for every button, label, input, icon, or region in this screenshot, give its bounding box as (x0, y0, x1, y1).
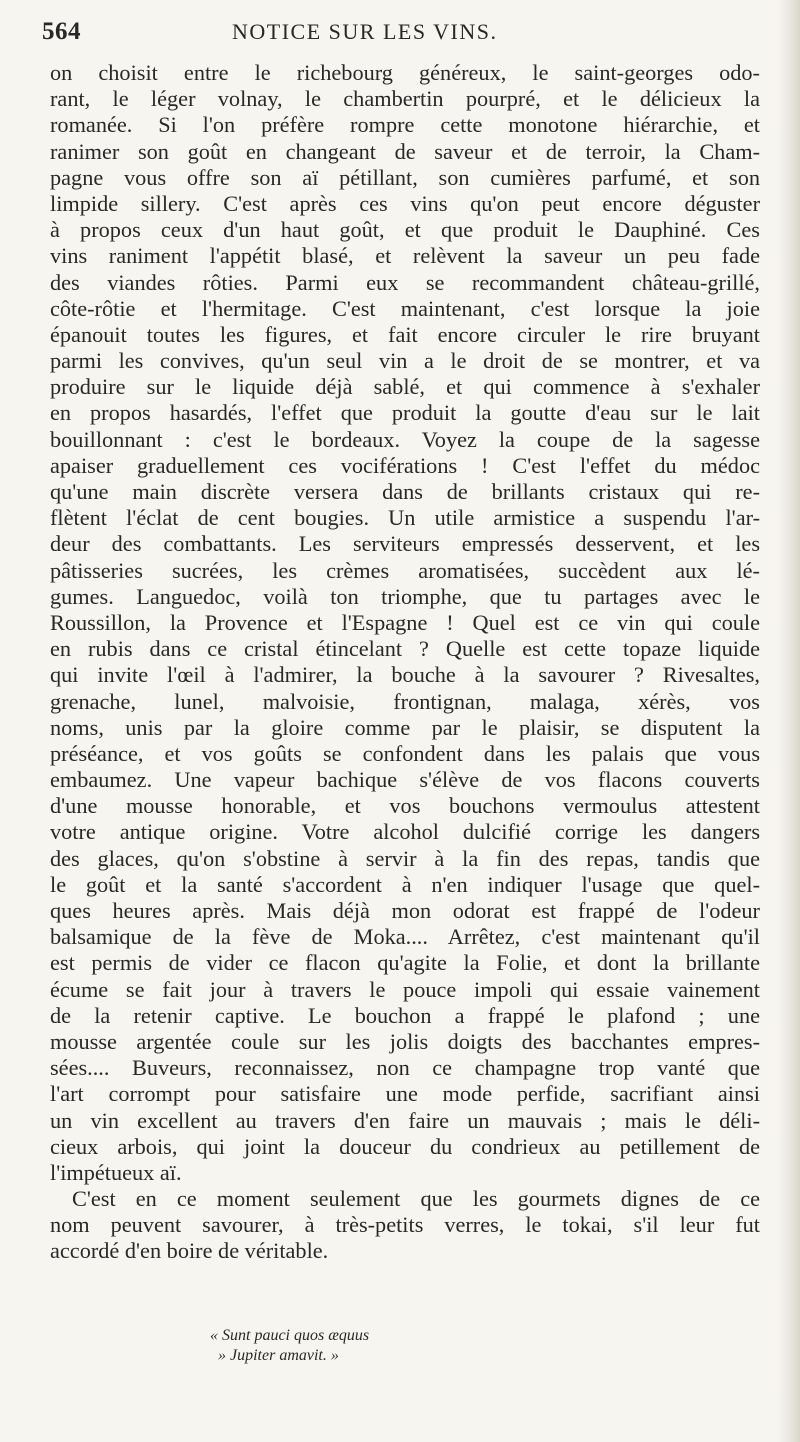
quote-line: « Sunt pauci quos æquus (210, 1327, 370, 1344)
text-line: cieux arbois, qui joint la douceur du condrieux au petillement de (50, 1133, 760, 1159)
text-line: côte-rôtie et l'hermitage. C'est maintenant, c'est lorsque la joie (50, 295, 760, 321)
text-line: grenache, lunel, malvoisie, frontignan, malaga, xérès, vos (50, 688, 760, 714)
text-line: épanouit toutes les figures, et fait encore circuler le rire bruyant (50, 321, 760, 347)
text-line: des glaces, qu'on s'obstine à servir à la fin des repas, tandis que (50, 845, 760, 871)
text-line: noms, unis par la gloire comme par le plaisir, se disputent la (50, 714, 760, 740)
text-line: en propos hasardés, l'effet que produit la goutte d'eau sur le lait (50, 400, 760, 426)
text-line: rant, le léger volnay, le chambertin pourpré, et le délicieux la (50, 86, 760, 112)
text-line: bouillonnant : c'est le bordeaux. Voyez la coupe de la sagesse (50, 426, 760, 452)
text-line: d'une mousse honorable, et vos bouchons vermoulus attestent (50, 793, 760, 819)
text-line: produire sur le liquide déjà sablé, et qui commence à s'exhaler (50, 374, 760, 400)
text-line: qu'une main discrète versera dans de brillants cristaux qui re- (50, 479, 760, 504)
text-line: l'art corrompt pour satisfaire une mode perfide, sacrifiant ainsi (50, 1081, 760, 1107)
text-line: de la retenir captive. Le bouchon a frappé le plafond ; une (50, 1002, 760, 1028)
text-line: parmi les convives, qu'un seul vin a le droit de se montrer, et va (50, 348, 760, 374)
text-line: votre antique origine. Votre alcohol dulcifié corrige les dangers (50, 819, 760, 845)
text-line: le goût et la santé s'accordent à n'en indiquer l'usage que quel- (50, 871, 760, 897)
text-line: préséance, et vos goûts se confondent dans les palais que vous (50, 740, 760, 766)
text-line: deur des combattants. Les serviteurs empressés desservent, et les (50, 531, 760, 557)
text-line: est permis de vider ce flacon qu'agite la Folie, et dont la brillante (50, 950, 760, 976)
text-line: balsamique de la fève de Moka.... Arrêtez, c'est maintenant qu'il (50, 924, 760, 950)
text-line: écume se fait jour à travers le pouce impoli qui essaie vainement (50, 976, 760, 1002)
text-line: gumes. Languedoc, voilà ton triomphe, que tu partages avec le (50, 583, 760, 609)
text-line: un vin excellent au travers d'en faire un mauvais ; mais le déli- (50, 1107, 760, 1133)
text-line: apaiser graduellement ces vociférations ! C'est l'effet du médoc (50, 452, 760, 478)
text-line: à propos ceux d'un haut goût, et que produit le Dauphiné. Ces (50, 217, 760, 243)
text-line: qui invite l'œil à l'admirer, la bouche à la savourer ? Rivesaltes, (50, 662, 760, 688)
page-edge-shadow (778, 0, 800, 1442)
text-line: sées.... Buveurs, reconnaissez, non ce champagne trop vanté que (50, 1055, 760, 1081)
text-line: l'impétueux aï. (50, 1159, 182, 1185)
text-line: limpide sillery. C'est après ces vins qu'on peut encore déguster (50, 190, 760, 216)
text-line: romanée. Si l'on préfère rompre cette monotone hiérarchie, et (50, 112, 760, 138)
text-line: en rubis dans ce cristal étincelant ? Quelle est cette topaze liquide (50, 636, 760, 662)
text-line: embaumez. Une vapeur bachique s'élève de vos flacons couverts (50, 767, 760, 793)
page-number: 564 (42, 18, 81, 45)
running-title: NOTICE SUR LES VINS. (232, 19, 498, 44)
text-line: ques heures après. Mais déjà mon odorat est frappé de l'odeur (50, 898, 760, 923)
text-line: on choisit entre le richebourg généreux, le saint-georges odo- (50, 60, 760, 85)
text-line: Roussillon, la Provence et l'Espagne ! Quel est ce vin qui coule (50, 609, 760, 635)
text-line: des viandes rôties. Parmi eux se recommandent château-grillé, (50, 269, 760, 295)
text-line: flètent l'éclat de cent bougies. Un utile armistice a suspendu l'ar- (50, 505, 760, 531)
text-line: accordé d'en boire de véritable. (50, 1238, 329, 1264)
text-line: nom peuvent savourer, à très-petits verres, le tokai, s'il leur fut (50, 1212, 760, 1238)
text-line: ranimer son goût en changeant de saveur et de terroir, la Cham- (50, 138, 760, 164)
latin-quote (210, 1326, 369, 1366)
running-head (42, 12, 732, 52)
body-text (50, 60, 760, 1265)
text-line: pagne vous offre son aï pétillant, son cumières parfumé, et son (50, 164, 760, 190)
quote-line: » Jupiter amavit. » (218, 1347, 339, 1364)
text-line: C'est en ce moment seulement que les gourmets dignes de ce (72, 1186, 760, 1212)
text-line: vins raniment l'appétit blasé, et relèvent la saveur un peu fade (50, 243, 760, 269)
text-line: pâtisseries sucrées, les crèmes aromatisées, succèdent aux lé- (50, 557, 760, 583)
text-line: mousse argentée coule sur les jolis doigts des bacchantes empres- (50, 1028, 760, 1054)
